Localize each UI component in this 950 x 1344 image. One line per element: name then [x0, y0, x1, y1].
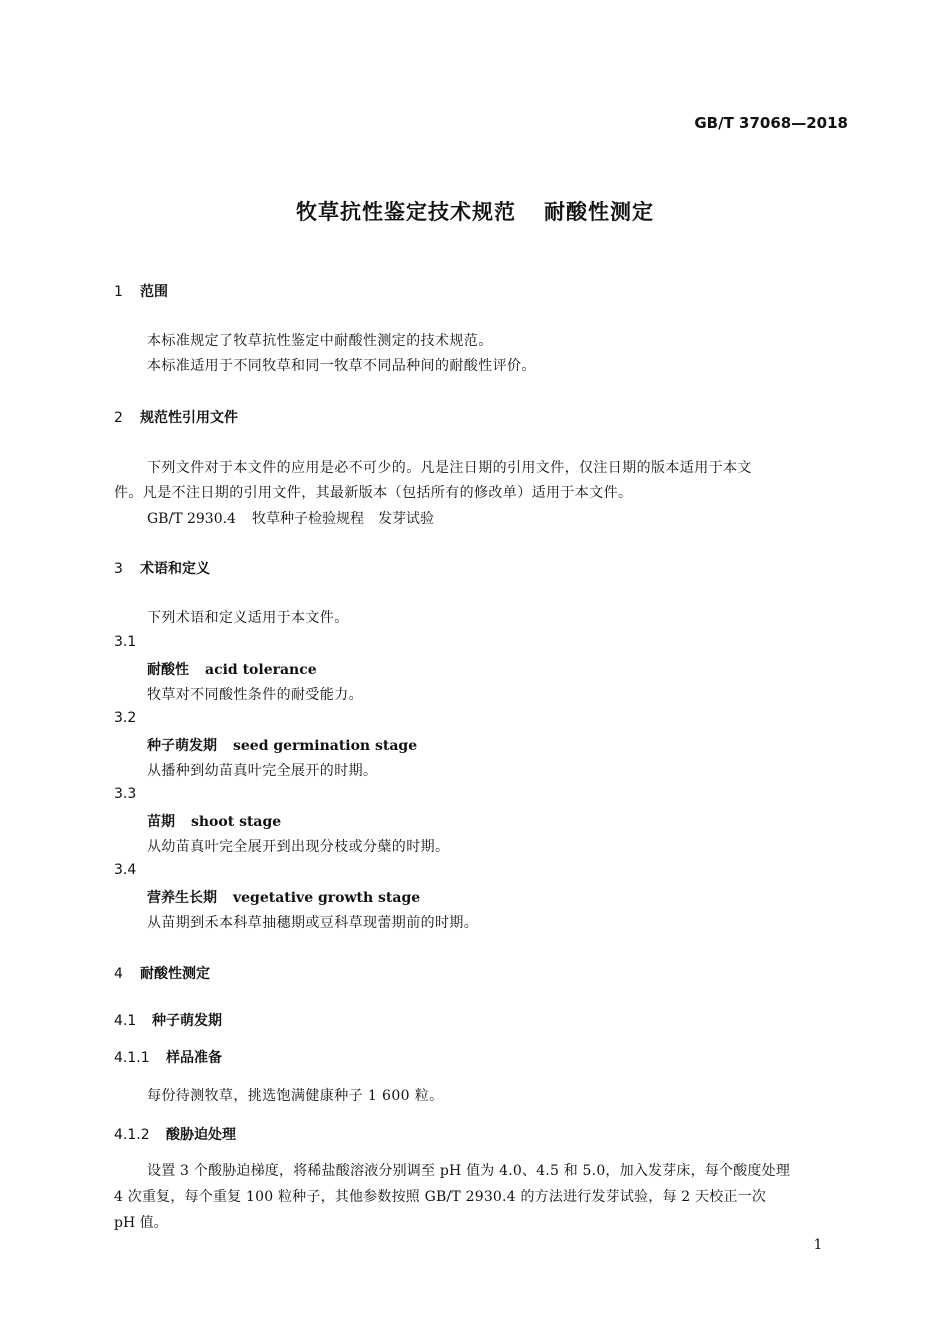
document-title [0, 196, 950, 226]
paragraph-line: 下列文件对于本文件的应用是必不可少的。凡是注日期的引用文件，仅注日期的版本适用于本文 [147, 460, 752, 476]
section-number: 4 [114, 966, 123, 982]
section-heading-1 [114, 281, 168, 301]
section-number: 2 [114, 410, 123, 426]
standard-number: GB/T 37068—2018 [694, 114, 848, 132]
term-en: shoot stage [191, 814, 282, 830]
term-number: 3.3 [114, 786, 137, 802]
paragraph: 本标准规定了牧草抗性鉴定中耐酸性测定的技术规范。 [147, 333, 493, 349]
subsection-title: 种子萌发期 [152, 1013, 222, 1029]
section-title: 耐酸性测定 [140, 966, 210, 982]
term-cn: 苗期 [147, 814, 175, 830]
subsubsection-title: 样品准备 [166, 1050, 222, 1066]
section-heading-4 [114, 963, 210, 983]
paragraph-line: 件。凡是不注日期的引用文件，其最新版本（包括所有的修改单）适用于本文件。 [114, 485, 633, 501]
term-en: vegetative growth stage [233, 890, 421, 906]
section-title: 术语和定义 [140, 561, 210, 577]
subsubsection-number: 4.1.1 [114, 1050, 150, 1066]
paragraph: 每份待测牧草，挑选饱满健康种子 1 600 粒。 [147, 1088, 444, 1104]
reference-title: 牧草种子检验规程 发芽试验 [251, 511, 434, 527]
section-title: 范围 [140, 284, 168, 300]
section-number: 3 [114, 561, 123, 577]
subsubsection-number: 4.1.2 [114, 1127, 150, 1143]
paragraph-line: pH 值。 [114, 1215, 168, 1231]
subsection-number: 4.1 [114, 1013, 137, 1029]
paragraph: 本标准适用于不同牧草和同一牧草不同品种间的耐酸性评价。 [147, 358, 536, 374]
subsubsection-heading [114, 1047, 222, 1067]
paragraph-line: 4 次重复，每个重复 100 粒种子，其他参数按照 GB/T 2930.4 的方法进行发芽试验，每 2 天校正一次 [114, 1189, 767, 1205]
title-sub: 耐酸性测定 [544, 200, 654, 224]
page-number: 1 [813, 1237, 823, 1253]
subsubsection-title: 酸胁迫处理 [166, 1127, 236, 1143]
reference-code: GB/T 2930.4 [147, 511, 236, 527]
section-number: 1 [114, 284, 123, 300]
subsubsection-heading [114, 1124, 236, 1144]
term-entry [147, 735, 417, 755]
term-number: 3.4 [114, 862, 137, 878]
section-heading-2 [114, 407, 238, 427]
term-en: acid tolerance [205, 662, 317, 678]
normative-reference [147, 508, 434, 528]
subsection-heading [114, 1010, 222, 1030]
term-definition: 从幼苗真叶完全展开到出现分枝或分蘖的时期。 [147, 839, 450, 855]
term-entry [147, 887, 420, 907]
term-definition: 从播种到幼苗真叶完全展开的时期。 [147, 763, 378, 779]
term-cn: 种子萌发期 [147, 738, 217, 754]
term-cn: 耐酸性 [147, 662, 189, 678]
term-definition: 从苗期到禾本科草抽穗期或豆科草现蕾期前的时期。 [147, 915, 479, 931]
paragraph: 下列术语和定义适用于本文件。 [147, 610, 349, 626]
term-number: 3.1 [114, 634, 137, 650]
term-cn: 营养生长期 [147, 890, 217, 906]
paragraph-line: 设置 3 个酸胁迫梯度，将稀盐酸溶液分别调至 pH 值为 4.0、4.5 和 5.0，加入发芽床，每个酸度处理 [147, 1163, 791, 1179]
term-definition: 牧草对不同酸性条件的耐受能力。 [147, 687, 363, 703]
term-en: seed germination stage [233, 738, 418, 754]
section-heading-3 [114, 558, 210, 578]
section-title: 规范性引用文件 [140, 410, 238, 426]
term-entry [147, 811, 281, 831]
title-main: 牧草抗性鉴定技术规范 [296, 200, 516, 224]
term-entry [147, 659, 317, 679]
term-number: 3.2 [114, 710, 137, 726]
